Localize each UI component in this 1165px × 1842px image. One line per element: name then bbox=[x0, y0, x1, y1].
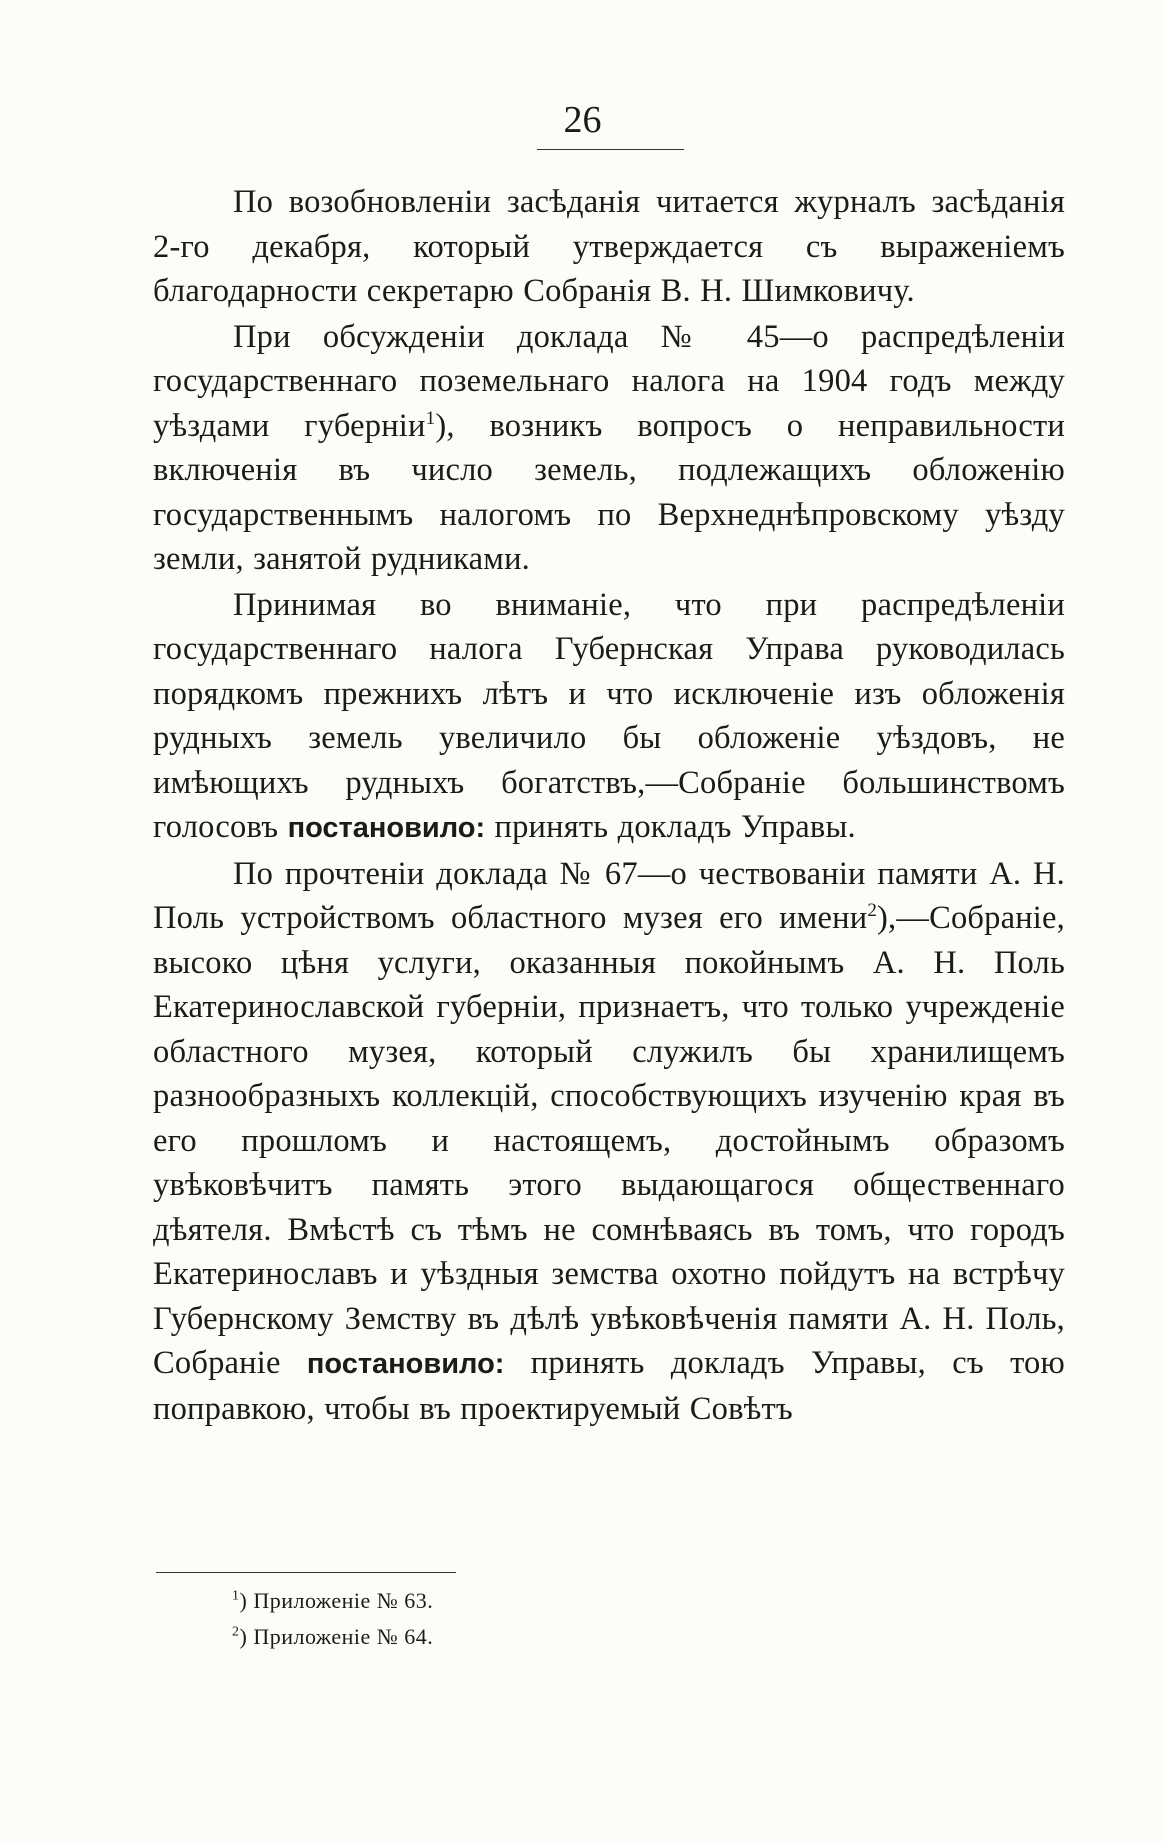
footnote bbox=[232, 1619, 932, 1655]
paragraph-text: Принимая во вниманіе, что при распредѣленіи государственнаго налога Губернская Управа руководилась порядкомъ прежнихъ лѣтъ и что исключеніе изъ обложенія рудныхъ земель увеличило бы обложеніе уѣздовъ, не имѣющихъ рудныхъ богатствъ,—Собраніе большинствомъ голосовъ bbox=[153, 586, 1065, 845]
footnote-number: 1 bbox=[232, 1588, 240, 1604]
paragraph bbox=[153, 852, 1065, 1432]
paragraph bbox=[153, 180, 1065, 314]
footnotes bbox=[232, 1583, 932, 1655]
footnote-text: ) Приложеніе № 63. bbox=[239, 1588, 434, 1613]
footnote-marker: 1 bbox=[425, 407, 436, 429]
paragraph-text: ), возникъ вопросъ о неправильности включенія въ число земель, подлежащихъ обложенію государственнымъ налогомъ по Верхнеднѣпровскому уѣзду земли, занятой рудниками. bbox=[153, 407, 1065, 577]
page-number: 26 bbox=[563, 99, 602, 141]
footnote-marker: 2 bbox=[867, 900, 878, 922]
paragraph-text: принять докладъ Управы, съ тою поправкою, чтобы въ проектируемый Совѣтъ bbox=[153, 1345, 1065, 1427]
resolution-keyword: постановило: bbox=[287, 812, 486, 844]
paragraph-text: По возобновленіи засѣданія читается журналъ засѣданія 2-го декабря, который утверждается съ выраженіемъ благодарности секретарю Собранія В. Н. Шимковичу. bbox=[153, 184, 1065, 309]
body-text bbox=[153, 180, 1065, 1431]
paragraph bbox=[153, 583, 1065, 851]
paragraph-text: При обсужденіи доклада № 45—о распредѣленіи государственнаго поземельнаго налога на 1904 годъ между уѣздами губерніи bbox=[153, 318, 1065, 444]
footnote-rule bbox=[156, 1572, 456, 1573]
paragraph-text: По прочтеніи доклада № 67—о чествованіи памяти А. Н. Поль устройствомъ областного музея его имени bbox=[153, 855, 1065, 936]
paragraph-text: ),—Собраніе, высоко цѣня услуги, оказанныя покойнымъ А. Н. Поль Екатеринославской губерніи, признаетъ, что только учрежденіе областного музея, который служилъ бы хранилищемъ разнообразныхъ коллекцій, способствующихъ изученію края въ его прошломъ и настоящемъ, достойнымъ образомъ увѣковѣчитъ память этого выдающагося общественнаго дѣятеля. Вмѣстѣ съ тѣмъ не сомнѣваясь въ томъ, что городъ Екатеринославъ и уѣздныя земства охотно пойдутъ на встрѣчу Губернскому Земству въ дѣлѣ увѣковѣченія памяти А. Н. Поль, Собраніе bbox=[153, 900, 1065, 1381]
footnote-number: 2 bbox=[232, 1624, 240, 1640]
paragraph-text: принять докладъ Управы. bbox=[485, 809, 856, 845]
page-number-rule bbox=[537, 149, 684, 150]
resolution-keyword: постановило: bbox=[306, 1348, 505, 1380]
paragraph bbox=[153, 315, 1065, 582]
footnote bbox=[232, 1583, 932, 1619]
footnote-text: ) Приложеніе № 64. bbox=[239, 1624, 434, 1649]
